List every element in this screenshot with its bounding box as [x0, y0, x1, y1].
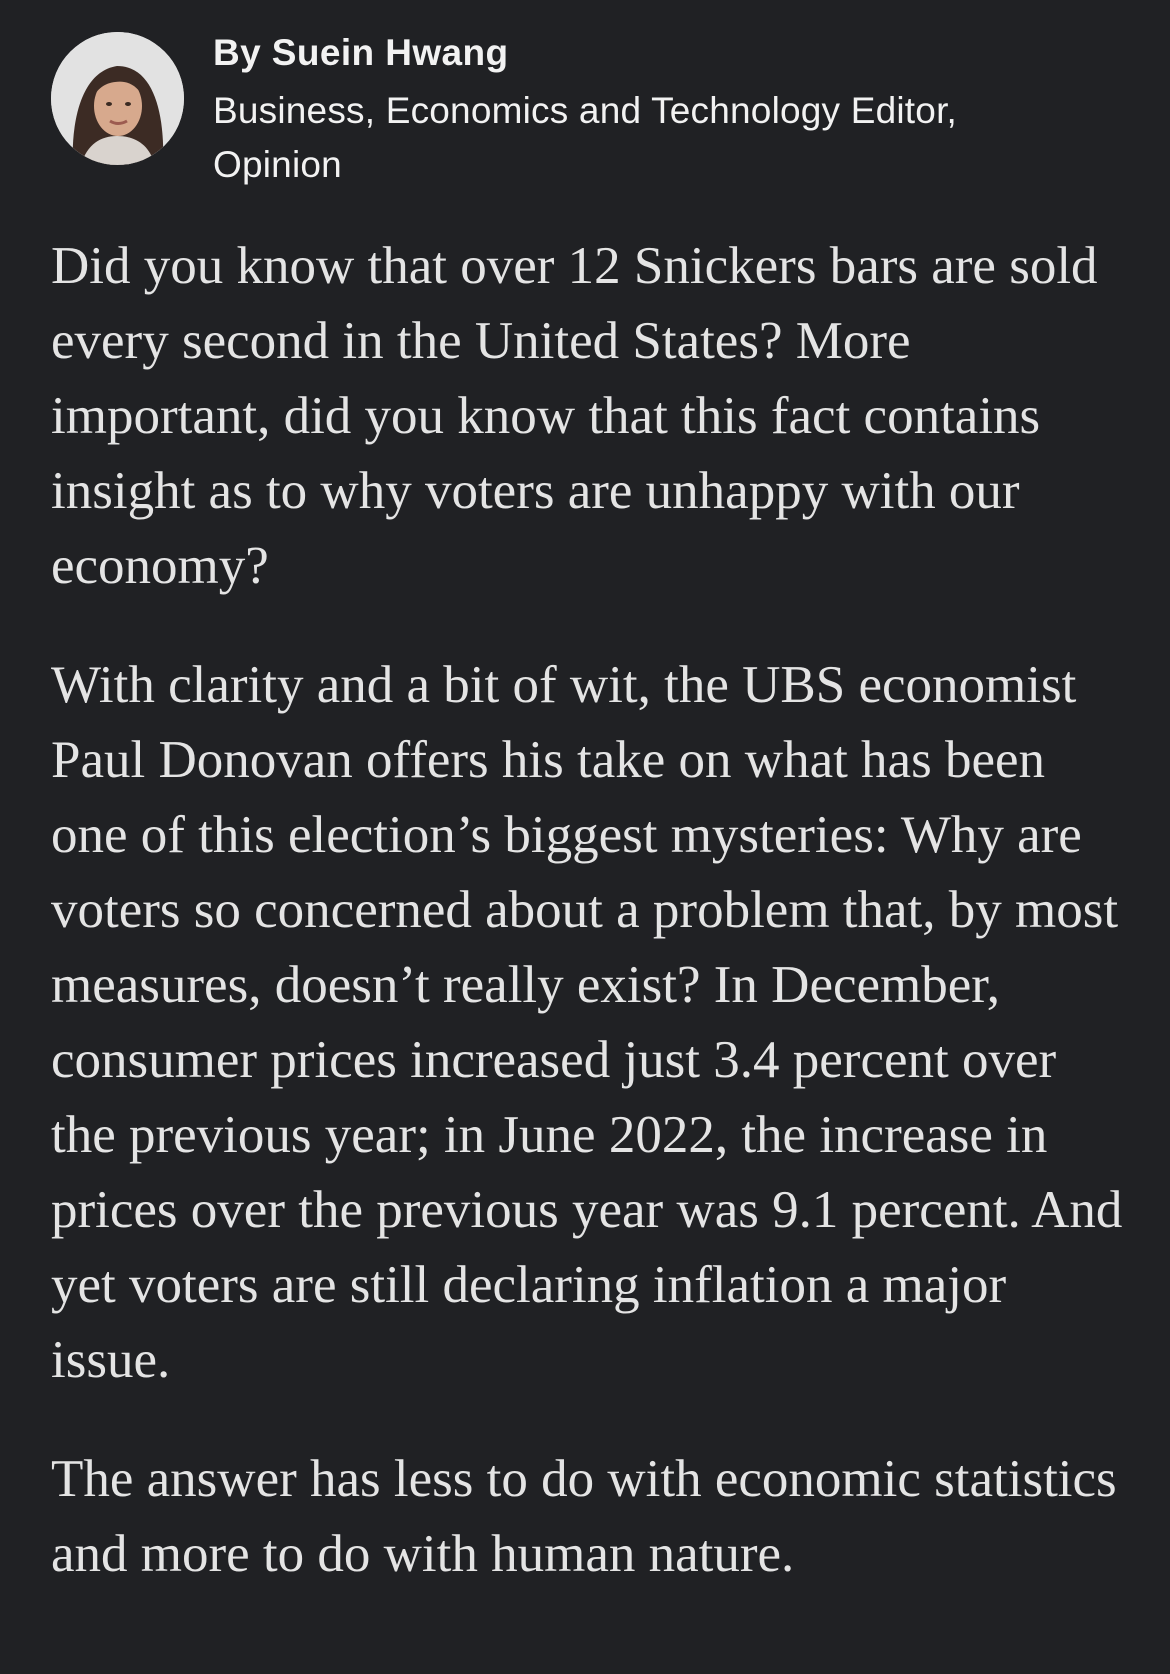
author-byline [51, 32, 1121, 185]
author-role: Business, Economics and Technology Editor, Opinion [213, 90, 958, 185]
author-portrait-icon [51, 32, 184, 165]
author-avatar[interactable] [51, 32, 184, 165]
article-paragraph: Did you know that over 12 Snickers bars are sold every second in the United States? More important, did you know that this fact contains insight as to why voters are unhappy with our economy? [51, 237, 1098, 595]
author-name[interactable]: By Suein Hwang [213, 32, 509, 73]
article-body [51, 229, 1131, 1636]
article-paragraph: The answer has less to do with economic statistics and more to do with human nature. [51, 1450, 1117, 1583]
author-details [213, 32, 1093, 192]
article-paragraph: With clarity and a bit of wit, the UBS economist Paul Donovan offers his take on what has been one of this election’s biggest mysteries: Why are voters so concerned about a problem that, by most measures, doesn’t really exist? In December, consumer prices increased just 3.4 percent over the previous year; in June 2022, the increase in prices over the previous year was 9.1 percent. And yet voters are still declaring inflation a major issue. [51, 656, 1123, 1389]
